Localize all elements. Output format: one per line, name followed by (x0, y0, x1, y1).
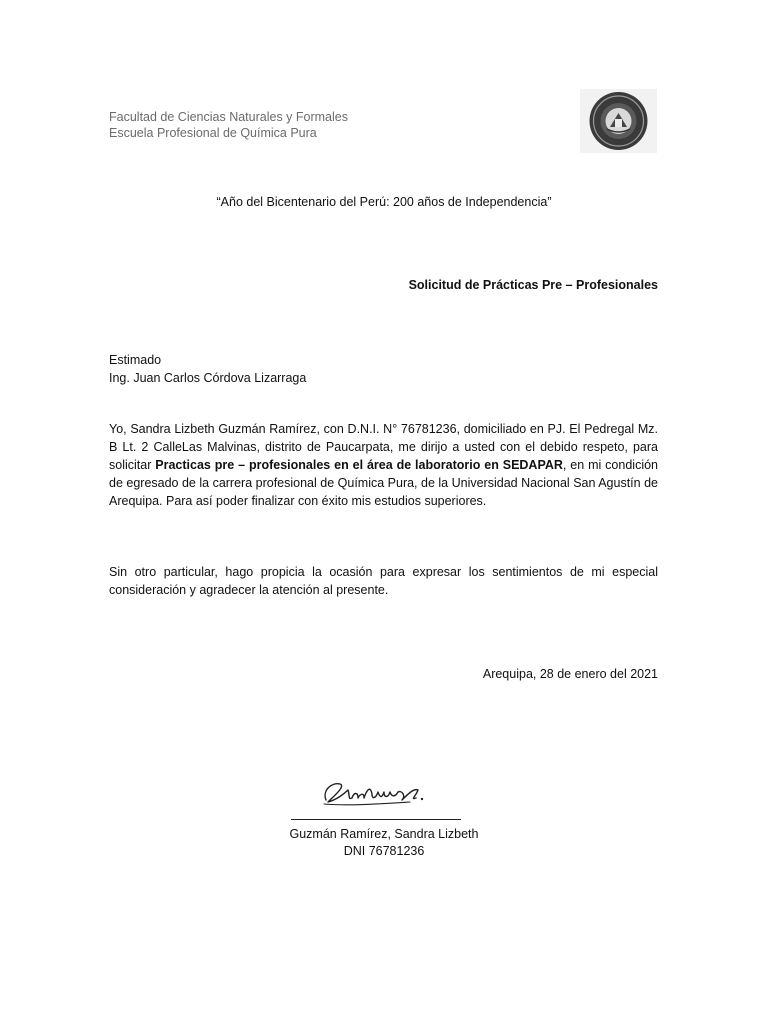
body-intro: Yo, Sandra Lizbeth Guzmán Ramírez, con D.N.I. N° 76781236, domiciliado en PJ. El Pedregal Mz. B Lt. 2 CalleLas Malvinas, distrito de Paucarpata, me dirijo a usted con el debido respeto, para solicitar (109, 422, 658, 472)
recipient-name: Ing. Juan Carlos Córdova Lizarraga (109, 371, 307, 385)
letterhead (109, 109, 348, 141)
signer-dni: DNI 76781236 (343, 844, 425, 858)
school-name: Escuela Profesional de Química Pura (109, 126, 317, 140)
letter-subject: Solicitud de Prácticas Pre – Profesionales (408, 278, 658, 292)
signature-line (291, 819, 461, 820)
place-and-date: Arequipa, 28 de enero del 2021 (482, 667, 658, 681)
faculty-name: Facultad de Ciencias Naturales y Formales (109, 110, 348, 124)
body-outro: , en mi condición de egresado de la carrera profesional de Química Pura, de la Universidad Nacional San Agustín de Arequipa. Para así poder finalizar con éxito mis estudios superiores. (109, 458, 658, 508)
body-request: Practicas pre – profesionales en el área de laboratorio en SEDAPAR (155, 458, 563, 472)
university-seal-icon (580, 89, 657, 153)
body-paragraph (109, 420, 658, 510)
year-motto: “Año del Bicentenario del Perú: 200 años de Independencia” (216, 195, 552, 209)
signer-name: Guzmán Ramírez, Sandra Lizbeth (289, 827, 479, 841)
salutation (109, 351, 306, 387)
closing-paragraph: Sin otro particular, hago propicia la ocasión para expresar los sentimientos de mi especial consideración y agradecer la atención al presente. (109, 565, 658, 597)
greeting: Estimado (109, 353, 162, 367)
handwritten-signature (318, 774, 438, 812)
signer-block (0, 826, 768, 860)
